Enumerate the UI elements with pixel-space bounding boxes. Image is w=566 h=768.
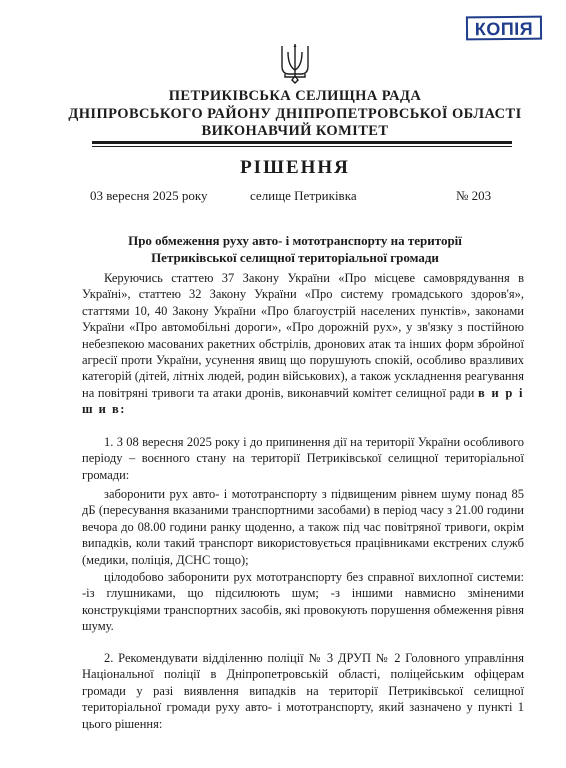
preamble-paragraph <box>82 270 524 418</box>
item2-paragraph <box>82 650 524 732</box>
item1-text: 1. З 08 вересня 2025 року і до припинення дії на території України особливого періоду – воєнного стану на території Петриківської селищної територіальної громади: <box>82 435 524 482</box>
copy-stamp: КОПІЯ <box>466 16 542 41</box>
org-name-line3: ВИКОНАВЧИЙ КОМІТЕТ <box>201 123 389 139</box>
item1b-text: цілодобово заборонити рух мототранспорту без справної вихлопної системи: -із глушниками, що підсилюють шум; -з іншими навмисно зміненими конструкціями транспортних засобів, які провокують порушення обмеження рівня шуму. <box>82 570 524 634</box>
item2-text: 2. Рекомендувати відділенню поліції № 3 ДРУП № 2 Головного управління Національної поліції в Дніпропетровській області, поліцейським офіцерам громади у разі виявлення випадків на території Петриківської селищної територіальної громади руху авто- і мототранспорту, який зазначено у пункті 1 цього рішення: <box>82 651 524 731</box>
document-place: селище Петриківка <box>250 188 357 203</box>
item1-paragraph <box>82 434 524 483</box>
document-number: № 203 <box>456 188 492 203</box>
item1b-paragraph <box>82 569 524 635</box>
subject-line1: Про обмеження руху авто- і мототранспорту на території <box>128 233 462 248</box>
item1a-text: заборонити рух авто- і мототранспорту з підвищеним рівнем шуму понад 85 дБ (пересування вказаними транспортними засобами) в період часу з 21.00 години вечора до 08.00 години ранку щоденно, а також під час повітряної тривоги, окрім випадків, коли такий транспорт використовується працівниками екстрених служб (медики, поліція, ДСНС тощо); <box>82 487 524 567</box>
document-type: РІШЕННЯ <box>240 157 350 178</box>
decides-word: в и р і ш и в: <box>82 385 525 417</box>
preamble-text: Керуючись статтею 37 Закону України «Про місцеве самоврядування в Україні», статтею 32 Закону України «Про систему громадського здоров'я», статтями 10, 40 Закону України «Про благоустрій населених пунктів», законами України «Про автомобільні дороги», «Про дорожній рух», у зв'язку з постійною небезпекою масованих ракетних обстрілів, дронових атак та інших форм збройної агресії проти України, усунення явищ що порушують спокій, особливо вразливих категорій (дітей, літніх людей, родин військових), а також ускладнення реагування на повітряні тривоги та атаки дронів, виконавчий комітет селищної ради <box>82 271 524 400</box>
header-divider-thin <box>92 146 512 147</box>
subject-line2: Петриківської селищної територіальної громади <box>151 250 439 265</box>
document-date: 03 вересня 2025 року <box>90 188 208 203</box>
item1a-paragraph <box>82 486 524 568</box>
tryzub-icon <box>279 42 311 84</box>
header-divider-thick <box>92 141 512 144</box>
org-name-line1: ПЕТРИКІВСЬКА СЕЛИЩНА РАДА <box>168 88 422 104</box>
org-name-line2: ДНІПРОВСЬКОГО РАЙОНУ ДНІПРОПЕТРОВСЬКОЇ ОБЛАСТІ <box>68 106 522 122</box>
